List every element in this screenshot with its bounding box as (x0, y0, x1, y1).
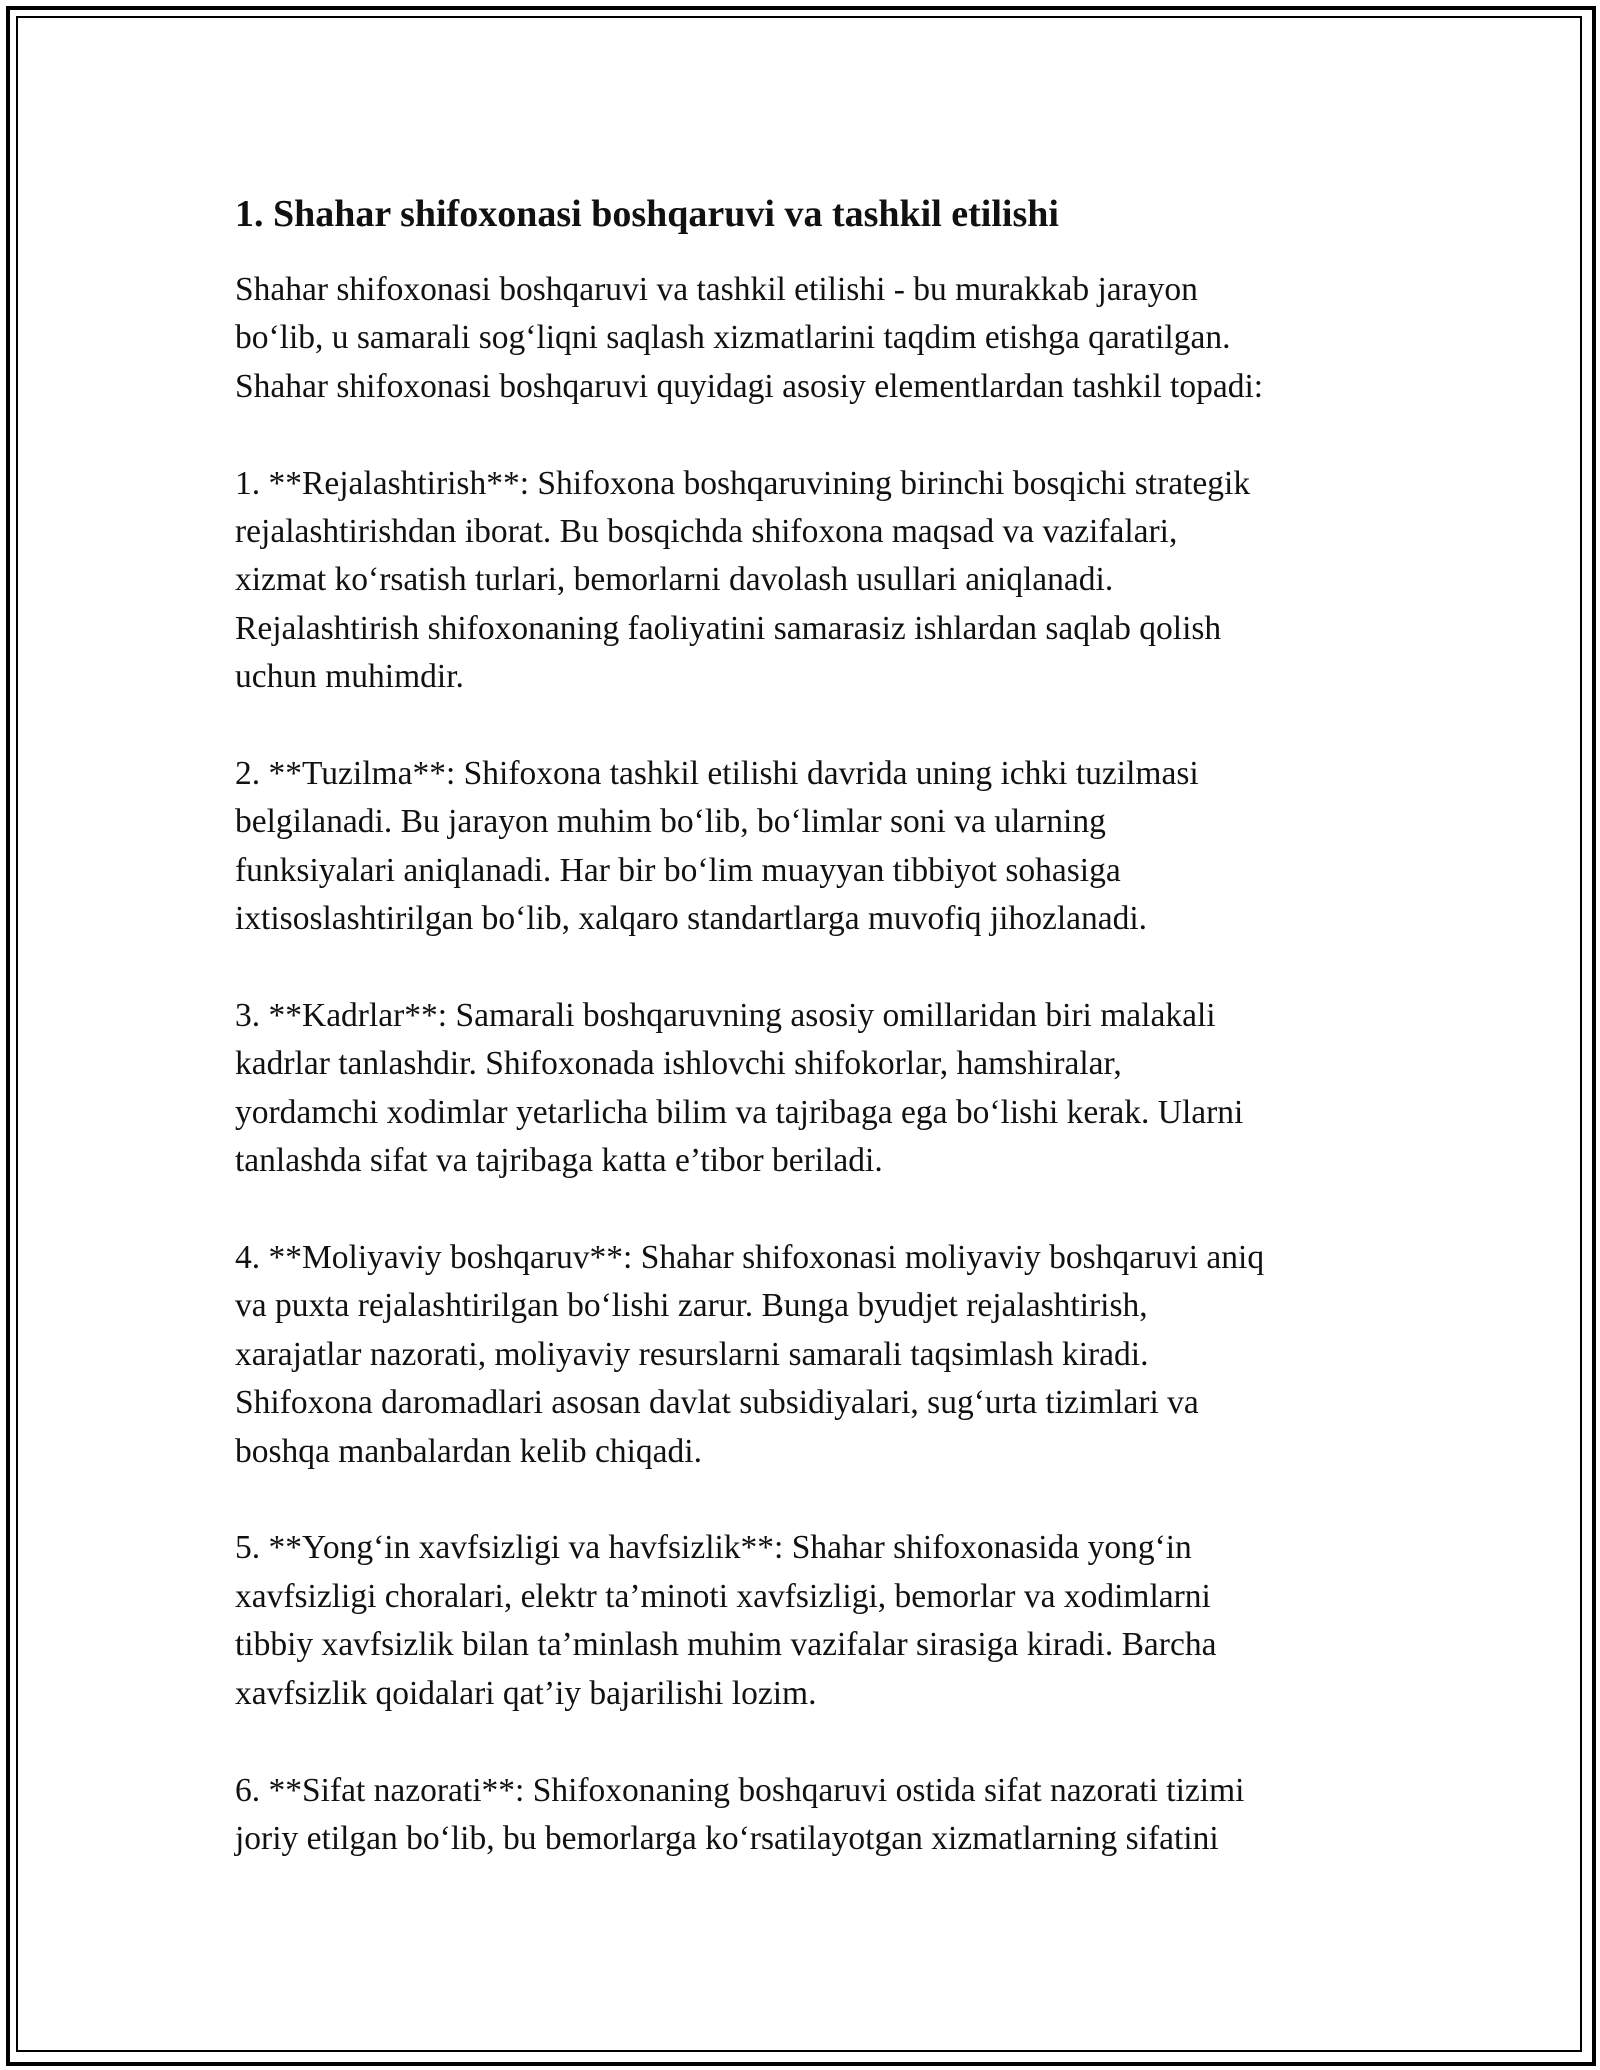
document-body (235, 188, 1375, 1912)
paragraph-line: Shahar shifoxonasi boshqaruvi quyidagi asosiy elementlardan tashkil topadi: (235, 367, 1264, 405)
section-heading: 1. Shahar shifoxonasi boshqaruvi va tashkil etilishi (235, 193, 1059, 235)
paragraph-line: 1. **Rejalashtirish**: Shifoxona boshqaruvining birinchi bosqichi strategik (235, 464, 1251, 502)
paragraph-line: va puxta rejalashtirilgan bo‘lishi zarur. Bunga byudjet rejalashtirish, (235, 1287, 1148, 1325)
list-item-structure (235, 750, 1375, 944)
paragraph-line: 2. **Tuzilma**: Shifoxona tashkil etilishi davrida uning ichki tuzilmasi (235, 755, 1199, 793)
list-item-safety (235, 1524, 1375, 1718)
paragraph-line: Shahar shifoxonasi boshqaruvi va tashkil etilishi - bu murakkab jarayon (235, 271, 1198, 308)
paragraph-line: belgilanadi. Bu jarayon muhim bo‘lib, bo‘limlar soni va ularning (235, 803, 1106, 841)
paragraph-line: 5. **Yong‘in xavfsizligi va havfsizlik**: Shahar shifoxonasida yong‘in (235, 1529, 1192, 1567)
list-item-finance (235, 1234, 1375, 1476)
paragraph-line: bo‘lib, u samarali sog‘liqni saqlash xizmatlarini taqdim etishga qaratilgan. (235, 319, 1231, 357)
paragraph-line: xarajatlar nazorati, moliyaviy resurslarni samarali taqsimlash kiradi. (235, 1335, 1149, 1373)
paragraph-line: 6. **Sifat nazorati**: Shifoxonaning boshqaruvi ostida sifat nazorati tizimi (235, 1771, 1245, 1809)
list-item-quality (235, 1767, 1375, 1864)
paragraph-line: xavfsizlik qoidalari qat’iy bajarilishi lozim. (235, 1674, 817, 1712)
paragraph-line: boshqa manbalardan kelib chiqadi. (235, 1432, 702, 1470)
paragraph-line: yordamchi xodimlar yetarlicha bilim va tajribaga ega bo‘lishi kerak. Ularni (235, 1093, 1244, 1131)
list-item-staff (235, 992, 1375, 1186)
paragraph-line: uchun muhimdir. (235, 658, 464, 696)
paragraph-line: 4. **Moliyaviy boshqaruv**: Shahar shifoxonasi moliyaviy boshqaruvi aniq (235, 1239, 1265, 1277)
paragraph-line: xavfsizligi choralari, elektr ta’minoti xavfsizligi, bemorlar va xodimlarni (235, 1577, 1211, 1615)
intro-paragraph (235, 266, 1375, 411)
paragraph-line: joriy etilgan bo‘lib, bu bemorlarga ko‘rsatilayotgan xizmatlarning sifatini (235, 1819, 1219, 1857)
paragraph-line: Rejalashtirish shifoxonaning faoliyatini samarasiz ishlardan saqlab qolish (235, 609, 1222, 647)
paragraph-line: tibbiy xavfsizlik bilan ta’minlash muhim vazifalar sirasiga kiradi. Barcha (235, 1626, 1217, 1664)
paragraph-line: kadrlar tanlashdir. Shifoxonada ishlovchi shifokorlar, hamshiralar, (235, 1045, 1122, 1083)
paragraph-line: tanlashda sifat va tajribaga katta e’tibor beriladi. (235, 1142, 883, 1180)
paragraph-line: rejalashtirishdan iborat. Bu bosqichda shifoxona maqsad va vazifalari, (235, 513, 1178, 551)
paragraph-line: ixtisoslashtirilgan bo‘lib, xalqaro standartlarga muvofiq jihozlanadi. (235, 900, 1148, 938)
paragraph-line: Shifoxona daromadlari asosan davlat subsidiyalari, sug‘urta tizimlari va (235, 1384, 1199, 1422)
paragraph-line: 3. **Kadrlar**: Samarali boshqaruvning asosiy omillaridan biri malakali (235, 997, 1216, 1035)
list-item-planning (235, 460, 1375, 702)
paragraph-line: funksiyalari aniqlanadi. Har bir bo‘lim muayyan tibbiyot sohasiga (235, 851, 1121, 889)
paragraph-line: xizmat ko‘rsatish turlari, bemorlarni davolash usullari aniqlanadi. (235, 561, 1114, 599)
